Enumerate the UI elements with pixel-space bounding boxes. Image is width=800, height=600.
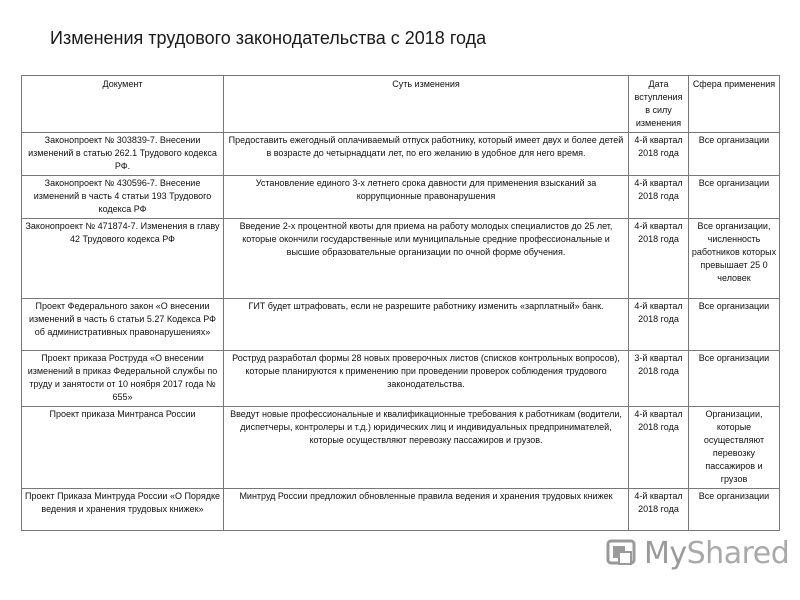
table-row	[22, 489, 780, 531]
watermark	[604, 535, 789, 571]
cell-essence: ГИТ будет штрафовать, если не разрешите работнику изменить «зарплатный» банк.	[224, 299, 629, 351]
cell-essence: Роструд разработал формы 28 новых проверочных листов (списков контрольных вопросов), которые планируются к применению при проведении проверок соблюдения трудового законодательства.	[224, 351, 629, 407]
cell-document: Проект приказа Роструда «О внесении изменений в приказ Федеральной службы по труду и занятости от 10 ноября 2017 года № 655»	[22, 351, 224, 407]
table-row	[22, 176, 780, 219]
cell-essence: Установление единого 3-х летнего срока давности для применения взысканий за коррупционные правонарушения	[224, 176, 629, 219]
cell-scope: Все организации	[689, 489, 780, 531]
changes-table	[21, 75, 780, 531]
cell-essence: Введут новые профессиональные и квалификационные требования к работникам (водители, диспетчеры, контролеры и т.д.) юридических лиц и индивидуальных предпринимателей, которые осуществляют перевозку пассажиров и грузов.	[224, 407, 629, 489]
cell-scope: Все организации	[689, 351, 780, 407]
table-row	[22, 407, 780, 489]
table-header-row	[22, 76, 780, 133]
cell-essence: Минтруд России предложил обновленные правила ведения и хранения трудовых книжек	[224, 489, 629, 531]
cell-date: 4-й квартал 2018 года	[629, 489, 689, 531]
cell-date: 4-й квартал 2018 года	[629, 176, 689, 219]
cell-essence: Предоставить ежегодный оплачиваемый отпуск работнику, который имеет двух и более детей в возрасте до четырнадцати лет, по его желанию в удобное для него время.	[224, 133, 629, 176]
watermark-text: MyShared	[644, 535, 790, 571]
cell-document: Законопроект № 303839-7. Внесении изменений в статью 262.1 Трудового кодекса РФ.	[22, 133, 224, 176]
cell-document: Законопроект № 430596-7. Внесение изменений в часть 4 статьи 193 Трудового кодекса РФ	[22, 176, 224, 219]
cell-scope: Все организации	[689, 299, 780, 351]
page-title: Изменения трудового законодательства с 2018 года	[50, 28, 487, 48]
cell-scope: Все организации, численность работников которых превышает 25 0 человек	[689, 219, 780, 299]
cell-document: Законопроект № 471874-7. Изменения в главу 42 Трудового кодекса РФ	[22, 219, 224, 299]
cell-date: 4-й квартал 2018 года	[629, 219, 689, 299]
table-row	[22, 133, 780, 176]
header-essence: Суть изменения	[224, 76, 629, 133]
table-row	[22, 351, 780, 407]
cell-scope: Все организации	[689, 133, 780, 176]
cell-date: 4-й квартал 2018 года	[629, 407, 689, 489]
watermark-logo-icon	[604, 535, 640, 571]
header-scope: Сфера применения	[689, 76, 780, 133]
cell-document: Проект Федерального закон «О внесении изменений в часть 6 статьи 5.27 Кодекса РФ об административных правонарушениях»	[22, 299, 224, 351]
header-document: Документ	[22, 76, 224, 133]
cell-document: Проект Приказа Минтруда России «О Порядке ведения и хранения трудовых книжек»	[22, 489, 224, 531]
cell-essence: Введение 2-х процентной квоты для приема на работу молодых специалистов до 25 лет, которые окончили государственные или муниципальные средние профессиональные и высшие образовательные организации по очной форме обучения.	[224, 219, 629, 299]
header-date: Дата вступления в силу изменения	[629, 76, 689, 133]
table-row	[22, 299, 780, 351]
cell-document: Проект приказа Минтранса России	[22, 407, 224, 489]
cell-scope: Все организации	[689, 176, 780, 219]
table-row	[22, 219, 780, 299]
cell-date: 4-й квартал 2018 года	[629, 133, 689, 176]
cell-date: 3-й квартал 2018 года	[629, 351, 689, 407]
cell-scope: Организации, которые осуществляют перевозку пассажиров и грузов	[689, 407, 780, 489]
cell-date: 4-й квартал 2018 года	[629, 299, 689, 351]
